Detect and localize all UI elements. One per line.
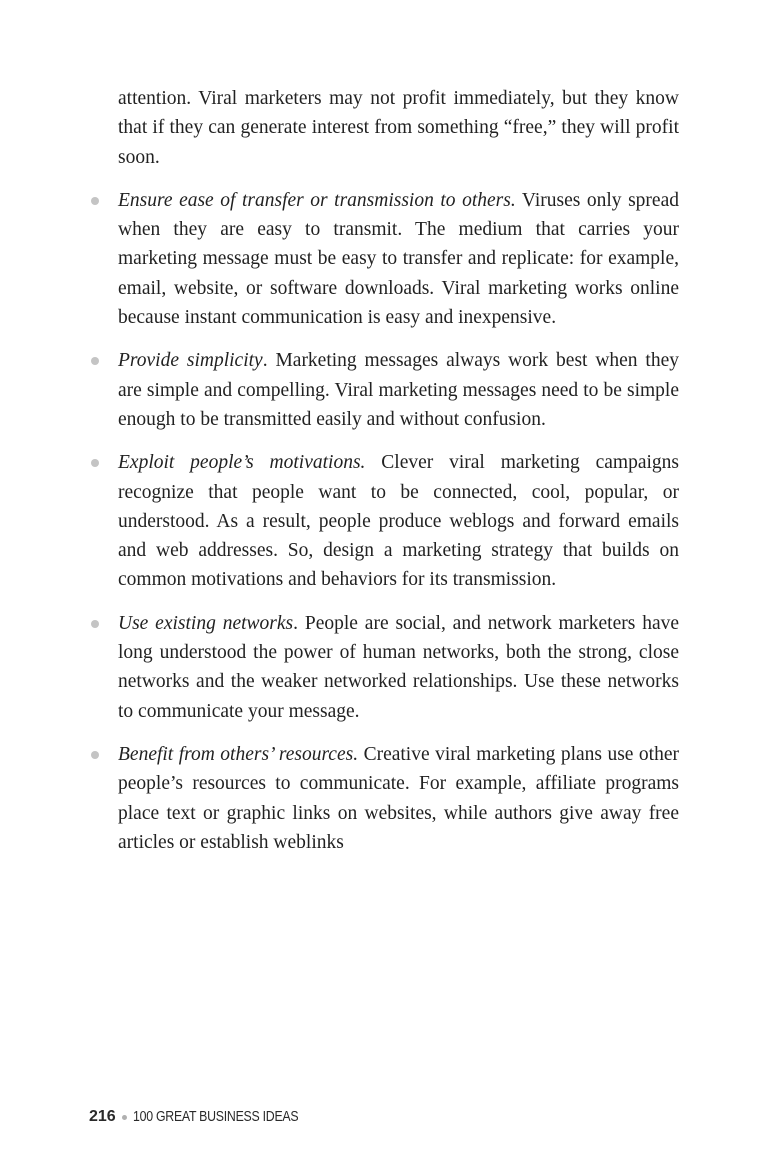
intro-paragraph: attention. Viral marketers may not profit immediately, but they know that if they can generate interest from something “free,” they will profit soon.	[118, 88, 679, 168]
list-item-text: . People are social, and network marketers have long understood the power of human networks, both the strong, close networks and the weaker networked relationships. Use these networks to communicate your message.	[118, 612, 680, 722]
list-item	[118, 740, 679, 857]
list-item-lead: Exploit people’s motivations.	[118, 452, 366, 474]
list-item-text: . Marketing messages always work best when they are simple and compelling. Viral marketing messages need to be simple enough to be transmitted easily and without confusion.	[118, 350, 679, 430]
bullet-icon	[91, 357, 99, 365]
page-number: 216	[89, 1108, 116, 1125]
list-item-lead: Use existing networks	[118, 612, 294, 634]
list-item	[118, 609, 679, 726]
running-title: 100 GREAT BUSINESS IDEAS	[132, 1109, 299, 1125]
bullet-icon	[91, 197, 99, 205]
list-item	[118, 186, 679, 332]
list-item-text: Viruses only spread when they are easy to transmit. The medium that carries your marketing message must be easy to transfer and replicate: for example, email, website, or software downloads. Viral marketing works online because instant communication is easy and inexpensive.	[118, 189, 679, 329]
bullet-icon	[91, 459, 99, 467]
bullet-icon	[91, 751, 99, 759]
list-item	[118, 448, 679, 594]
list-item-lead: Provide simplicity	[118, 350, 263, 372]
page-footer	[89, 1108, 327, 1126]
list-item-text: Clever viral marketing campaigns recognize that people want to be connected, cool, popular, or understood. As a result, people produce weblogs and forward emails and web addresses. So, design a marketing strategy that builds on common motivations and behaviors for its transmission.	[118, 452, 679, 591]
list-item-lead: Ensure ease of transfer or transmission to others.	[118, 189, 516, 211]
bullet-icon	[91, 620, 99, 628]
list-item-text: Creative viral marketing plans use other people’s resources to communicate. For example, affiliate programs place text or graphic links on websites, while authors give away free articles or establish weblinks	[118, 743, 679, 853]
list-item-lead: Benefit from others’ resources.	[118, 743, 359, 765]
separator-dot-icon	[122, 1115, 127, 1120]
page-body	[118, 84, 679, 871]
list-item	[118, 346, 679, 434]
